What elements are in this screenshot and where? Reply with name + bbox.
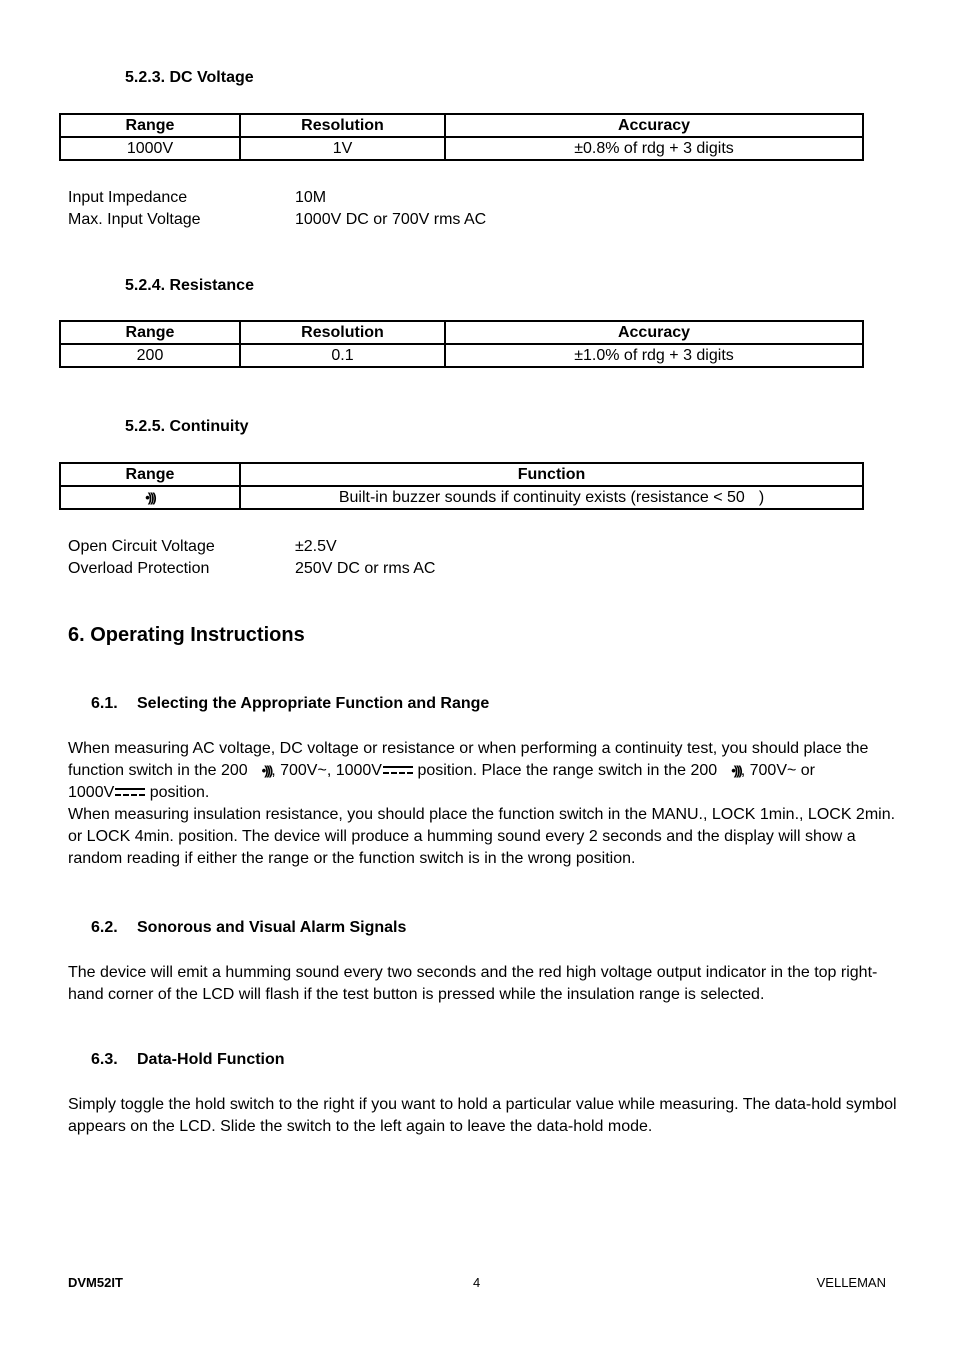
spec-row	[68, 209, 486, 231]
function-close: )	[758, 489, 765, 506]
spec-row	[68, 536, 435, 558]
cell-range	[60, 486, 240, 509]
spec-label: Input Impedance	[68, 189, 188, 206]
text-block: When measuring insulation resistance, you should place the function switch in the MANU., LOCK 1min., LOCK 2min. or LOCK 4min. position. The device will produce a humming sound every 2 seconds and the display will show a random reading if either the range or the function switch is in the wrong position.	[68, 806, 896, 867]
spec-row	[68, 187, 486, 209]
header-range: Range	[60, 321, 240, 344]
footer-page-number: 4	[473, 1275, 481, 1290]
header-resolution: Resolution	[240, 321, 445, 344]
paragraph-6-1	[68, 738, 898, 870]
cell-function	[240, 486, 863, 509]
cell-resolution: 0.1	[240, 344, 445, 367]
cell-range: 200	[60, 344, 240, 367]
text-run: function switch in the 200	[68, 762, 248, 779]
buzzer-icon: •)))	[731, 763, 741, 778]
spec-row	[68, 558, 435, 580]
table-row	[60, 137, 863, 160]
spec-value: ±2.5V	[295, 538, 337, 555]
cell-resolution: 1V	[240, 137, 445, 160]
text-line	[68, 782, 898, 804]
dc-symbol-icon	[115, 786, 145, 798]
spec-value: 250V DC or rms AC	[295, 560, 436, 577]
resistance-table	[59, 320, 864, 368]
text-line	[68, 760, 898, 782]
cell-range: 1000V	[60, 137, 240, 160]
section-title-dc-voltage: 5.2.3. DC Voltage	[125, 69, 254, 86]
table-header-row	[60, 321, 863, 344]
spec-label: Max. Input Voltage	[68, 211, 201, 228]
header-accuracy: Accuracy	[445, 321, 863, 344]
paragraph-6-2: The device will emit a humming sound every two seconds and the red high voltage output indicator in the top right-hand corner of the LCD will flash if the test button is pressed while the insulation range is selected.	[68, 964, 878, 1003]
subsection-title-6-2	[91, 919, 406, 937]
spec-label: Overload Protection	[68, 560, 210, 577]
subsection-number: 6.1.	[91, 695, 118, 712]
subsection-label: Selecting the Appropriate Function and Range	[137, 695, 490, 712]
subsection-number: 6.2.	[91, 919, 118, 936]
paragraph-6-3: Simply toggle the hold switch to the right if you want to hold a particular value while measuring. The data-hold symbol appears on the LCD. Slide the switch to the left again to leave the data-hold mode.	[68, 1096, 897, 1135]
footer-brand: VELLEMAN	[816, 1275, 886, 1290]
table-row	[60, 344, 863, 367]
section-title-continuity: 5.2.5. Continuity	[125, 418, 249, 435]
header-resolution: Resolution	[240, 114, 445, 137]
subsection-label: Sonorous and Visual Alarm Signals	[137, 919, 407, 936]
table-header-row	[60, 114, 863, 137]
header-accuracy: Accuracy	[445, 114, 863, 137]
header-function: Function	[240, 463, 863, 486]
text-line: When measuring AC voltage, DC voltage or resistance or when performing a continuity test, you should place the	[68, 740, 869, 757]
buzzer-icon: •)))	[261, 763, 272, 778]
dc-voltage-specs	[68, 187, 486, 231]
cell-accuracy: ±1.0% of rdg + 3 digits	[445, 344, 863, 367]
continuity-specs	[68, 536, 435, 580]
text-run: position.	[149, 784, 210, 801]
header-range: Range	[60, 114, 240, 137]
dc-voltage-table	[59, 113, 864, 161]
table-row	[60, 486, 863, 509]
header-range: Range	[60, 463, 240, 486]
cell-accuracy: ±0.8% of rdg + 3 digits	[445, 137, 863, 160]
section-title-resistance: 5.2.4. Resistance	[125, 277, 254, 294]
subsection-number: 6.3.	[91, 1051, 118, 1068]
subsection-title-6-1	[91, 695, 489, 713]
text-run: 1000V	[68, 784, 115, 801]
spec-label: Open Circuit Voltage	[68, 538, 215, 555]
text-run: position. Place the range switch in the 200	[417, 762, 718, 779]
text-run: , 700V~, 1000V	[271, 762, 382, 779]
dc-symbol-icon	[383, 764, 413, 776]
footer-model: DVM52IT	[68, 1275, 123, 1290]
table-header-row	[60, 463, 863, 486]
chapter-title: 6. Operating Instructions	[68, 624, 305, 646]
spec-value: 10M	[295, 189, 327, 206]
subsection-label: Data-Hold Function	[137, 1051, 285, 1068]
text-run: , 700V~ or	[740, 762, 816, 779]
subsection-title-6-3	[91, 1051, 285, 1069]
continuity-table	[59, 462, 864, 510]
spec-value: 1000V DC or 700V rms AC	[295, 211, 487, 228]
function-text: Built-in buzzer sounds if continuity exists (resistance < 50	[338, 489, 745, 506]
buzzer-icon: •)))	[145, 490, 155, 505]
